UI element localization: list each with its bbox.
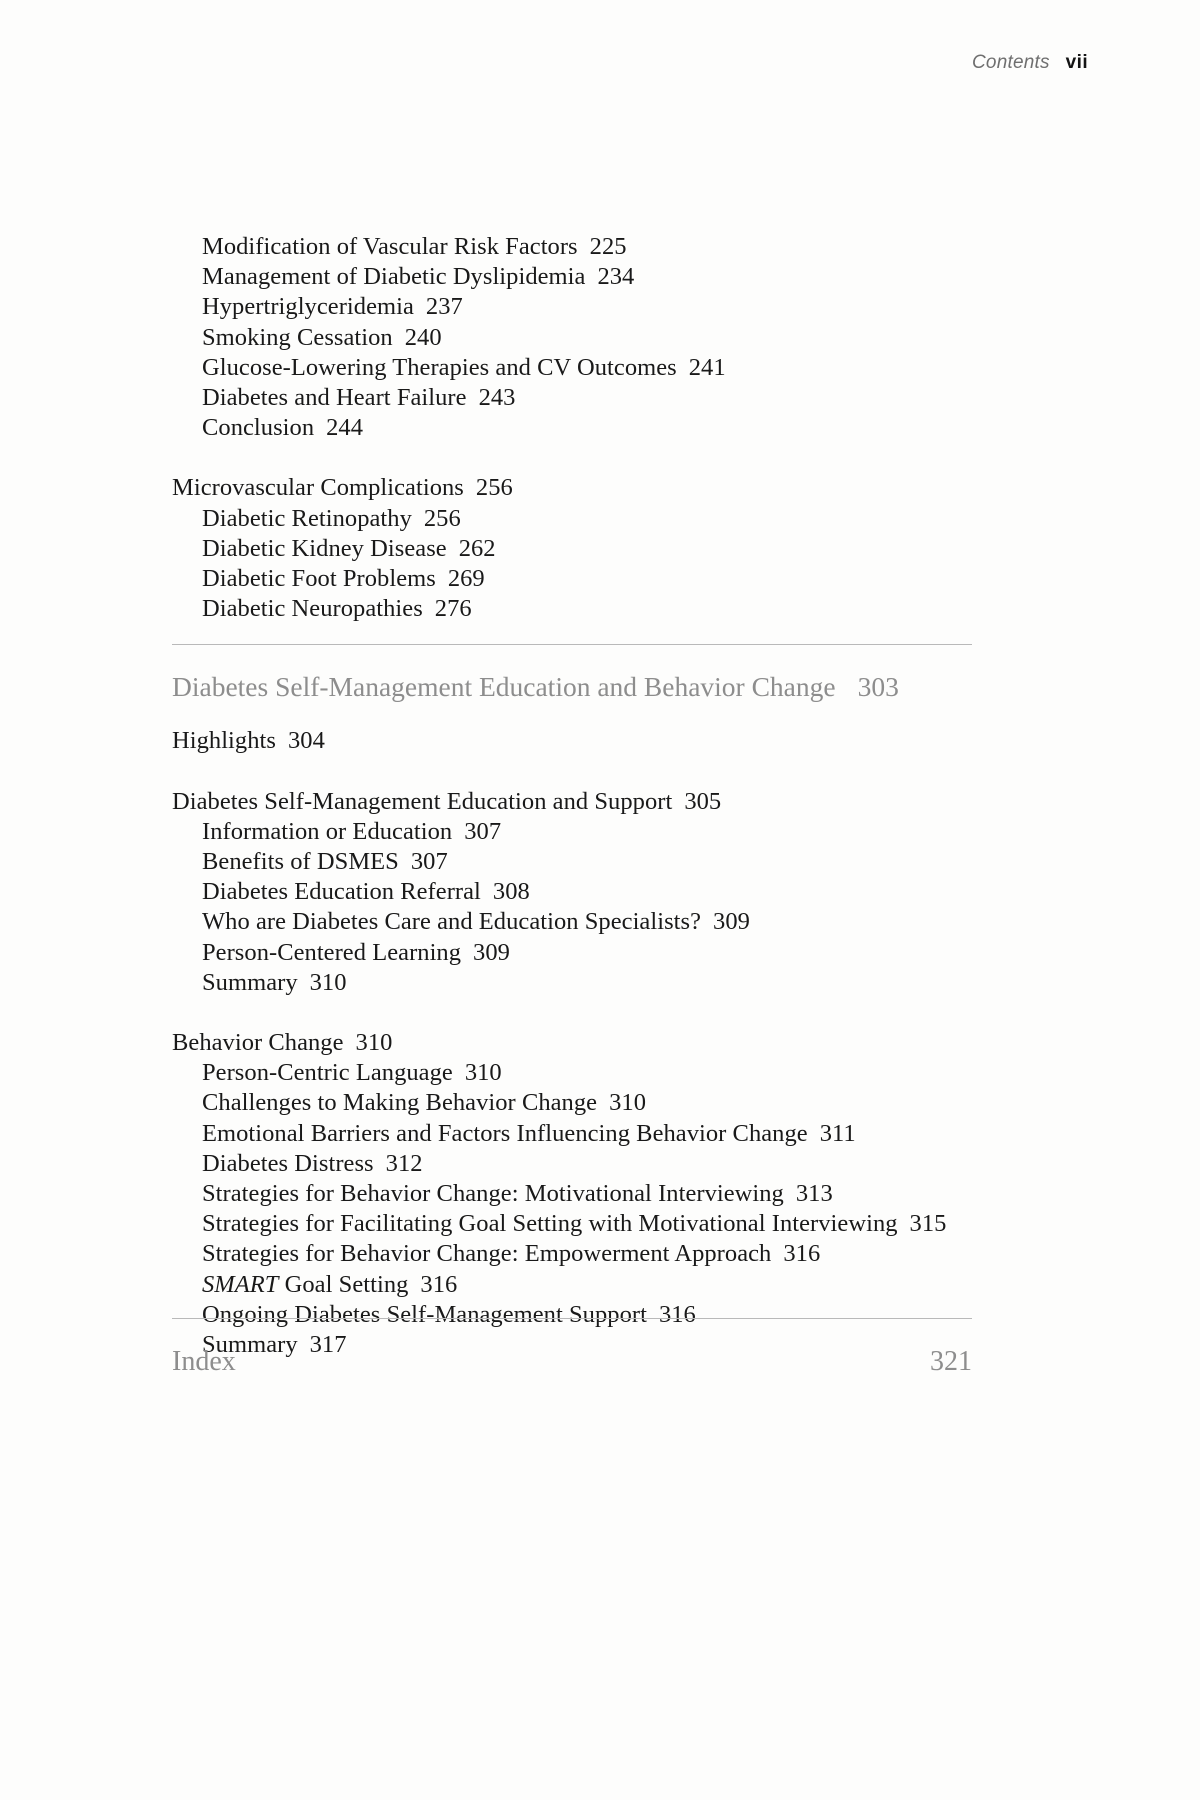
toc-entry[interactable] xyxy=(172,594,1072,624)
toc-entry[interactable] xyxy=(172,1028,1072,1058)
toc-entry[interactable] xyxy=(172,473,1072,503)
toc-entry-page-number: 311 xyxy=(819,1119,856,1147)
toc-content xyxy=(172,232,1072,1360)
chapter-block xyxy=(172,644,1072,726)
toc-entry-page-number: 310 xyxy=(355,1029,393,1057)
toc-entry[interactable] xyxy=(172,292,1072,322)
chapter-heading[interactable] xyxy=(172,645,1072,726)
toc-entry-page-number: 244 xyxy=(326,414,364,442)
toc-group-highlights xyxy=(172,726,1072,756)
toc-entry-title: Conclusion xyxy=(202,414,315,442)
toc-entry-title: Diabetes Self-Management Education and Support xyxy=(172,787,673,815)
toc-entry-page-number: 243 xyxy=(478,384,516,412)
toc-entry-page-number: 309 xyxy=(473,938,510,966)
toc-entry-page-number: 304 xyxy=(287,727,325,755)
toc-entry-page-number: 256 xyxy=(423,504,461,532)
toc-entry[interactable] xyxy=(172,1119,1072,1149)
toc-entry[interactable] xyxy=(172,353,1072,383)
toc-entry[interactable] xyxy=(172,907,1072,937)
toc-entry-title: Challenges to Making Behavior Change xyxy=(202,1089,598,1117)
index-page-number: 321 xyxy=(930,1346,972,1377)
toc-entry-title: Highlights xyxy=(172,727,276,755)
toc-entry-page-number: 240 xyxy=(404,323,442,351)
toc-entry-title: Benefits of DSMES xyxy=(202,848,399,876)
toc-entry-title: Diabetic Foot Problems xyxy=(202,565,436,593)
toc-entry[interactable] xyxy=(172,504,1072,534)
toc-entry[interactable] xyxy=(172,1209,1072,1239)
toc-entry-title: Microvascular Complications xyxy=(172,474,464,502)
toc-entry-title: Diabetic Neuropathies xyxy=(202,595,423,623)
toc-group-gap xyxy=(172,998,1072,1028)
toc-entry-page-number: 269 xyxy=(447,565,485,593)
toc-entry-title: Diabetes Education Referral xyxy=(202,878,481,906)
toc-entry-title: Person-Centered Learning xyxy=(202,938,462,966)
toc-entry-title: Summary xyxy=(202,1331,298,1359)
toc-entry[interactable] xyxy=(172,1058,1072,1088)
toc-entry-page-number: 256 xyxy=(475,474,513,502)
toc-entry-page-number: 317 xyxy=(309,1331,347,1359)
toc-entry-title: Diabetes and Heart Failure xyxy=(202,384,467,412)
toc-entry-page-number: 310 xyxy=(609,1089,646,1117)
toc-entry[interactable] xyxy=(172,938,1072,968)
toc-entry-page-number: 313 xyxy=(795,1180,833,1208)
toc-entry-page-number: 310 xyxy=(309,968,347,996)
toc-entry[interactable] xyxy=(172,817,1072,847)
toc-entry-page-number: 234 xyxy=(597,263,635,291)
chapter-toc-groups xyxy=(172,726,1072,1360)
toc-entry-title: Behavior Change xyxy=(172,1029,344,1057)
toc-entry-page-number: 305 xyxy=(684,787,722,815)
toc-entry-title: Smoking Cessation xyxy=(202,323,393,351)
toc-entry-page-number: 276 xyxy=(434,595,472,623)
toc-entry-title: Modification of Vascular Risk Factors xyxy=(202,233,578,260)
index-entry[interactable] xyxy=(172,1319,972,1379)
toc-entry-page-number: 225 xyxy=(589,233,627,260)
index-title: Index xyxy=(172,1346,236,1377)
toc-entry-title: Strategies for Behavior Change: Motivational Interviewing xyxy=(202,1180,784,1208)
toc-group-macrovascular-continued xyxy=(172,232,1072,443)
toc-entry-title: SMART Goal Setting xyxy=(202,1270,409,1298)
chapter-title: Diabetes Self-Management Education and Behavior Change xyxy=(172,671,836,703)
toc-entry[interactable] xyxy=(172,1149,1072,1179)
toc-entry[interactable] xyxy=(172,847,1072,877)
toc-entry-title: Strategies for Facilitating Goal Setting with Motivational Interviewing xyxy=(202,1210,898,1238)
toc-entry-title: Management of Diabetic Dyslipidemia xyxy=(202,263,586,291)
toc-entry[interactable] xyxy=(172,1239,1072,1269)
toc-entry[interactable] xyxy=(172,787,1072,817)
toc-entry-page-number: 310 xyxy=(464,1059,502,1087)
toc-entry-page-number: 309 xyxy=(713,908,750,936)
toc-entry-title: Glucose-Lowering Therapies and CV Outcomes xyxy=(202,353,677,381)
toc-entry-page-number: 262 xyxy=(458,534,496,562)
toc-entry[interactable] xyxy=(172,323,1072,353)
toc-entry[interactable] xyxy=(172,968,1072,998)
toc-entry[interactable] xyxy=(172,1179,1072,1209)
toc-entry[interactable] xyxy=(172,877,1072,907)
toc-entry-page-number: 237 xyxy=(425,293,463,321)
toc-entry-title: Who are Diabetes Care and Education Specialists? xyxy=(202,908,702,936)
toc-entry-title: Information or Education xyxy=(202,817,453,845)
running-head-label: Contents xyxy=(972,52,1050,73)
toc-entry[interactable] xyxy=(172,534,1072,564)
toc-entry-page-number: 308 xyxy=(492,878,530,906)
toc-entry-title: Diabetic Retinopathy xyxy=(202,504,412,532)
toc-entry-page-number: 316 xyxy=(783,1240,821,1268)
toc-entry-page-number: 315 xyxy=(909,1210,947,1238)
toc-entry-title: Person-Centric Language xyxy=(202,1059,453,1087)
toc-entry[interactable] xyxy=(172,383,1072,413)
toc-entry[interactable] xyxy=(172,1270,1072,1300)
index-block xyxy=(172,1318,972,1379)
toc-entry-page-number: 312 xyxy=(385,1149,423,1177)
toc-group-microvascular-complications xyxy=(172,473,1072,624)
toc-groups xyxy=(172,232,1072,624)
toc-group-dsmes xyxy=(172,787,1072,998)
toc-entry[interactable] xyxy=(172,413,1072,443)
toc-entry-page-number: 316 xyxy=(420,1270,458,1298)
toc-entry[interactable] xyxy=(172,564,1072,594)
running-head-folio: vii xyxy=(1065,52,1088,73)
toc-entry-title: Hypertriglyceridemia xyxy=(202,293,414,321)
toc-entry-page-number: 316 xyxy=(658,1300,696,1328)
toc-entry-title: Ongoing Diabetes Self-Management Support xyxy=(202,1300,647,1328)
toc-entry[interactable] xyxy=(172,726,1072,756)
toc-entry[interactable] xyxy=(172,1088,1072,1118)
toc-entry[interactable] xyxy=(172,232,1072,262)
toc-group-behavior-change xyxy=(172,1028,1072,1360)
toc-entry-page-number: 241 xyxy=(688,353,726,381)
toc-entry-page-number: 307 xyxy=(410,848,448,876)
toc-entry-title: Emotional Barriers and Factors Influencing Behavior Change xyxy=(202,1119,808,1147)
toc-entry-page-number: 307 xyxy=(464,817,502,845)
chapter-page-number: 303 xyxy=(857,671,899,703)
toc-group-gap xyxy=(172,757,1072,787)
toc-group-gap xyxy=(172,443,1072,473)
toc-entry[interactable] xyxy=(172,262,1072,292)
toc-entry-title-italic: SMART xyxy=(202,1270,279,1298)
toc-entry-title: Diabetes Distress xyxy=(202,1149,374,1177)
running-head xyxy=(972,52,1088,74)
toc-entry-title: Strategies for Behavior Change: Empowerment Approach xyxy=(202,1240,772,1268)
toc-entry-title: Summary xyxy=(202,968,298,996)
toc-entry-title: Diabetic Kidney Disease xyxy=(202,534,447,562)
